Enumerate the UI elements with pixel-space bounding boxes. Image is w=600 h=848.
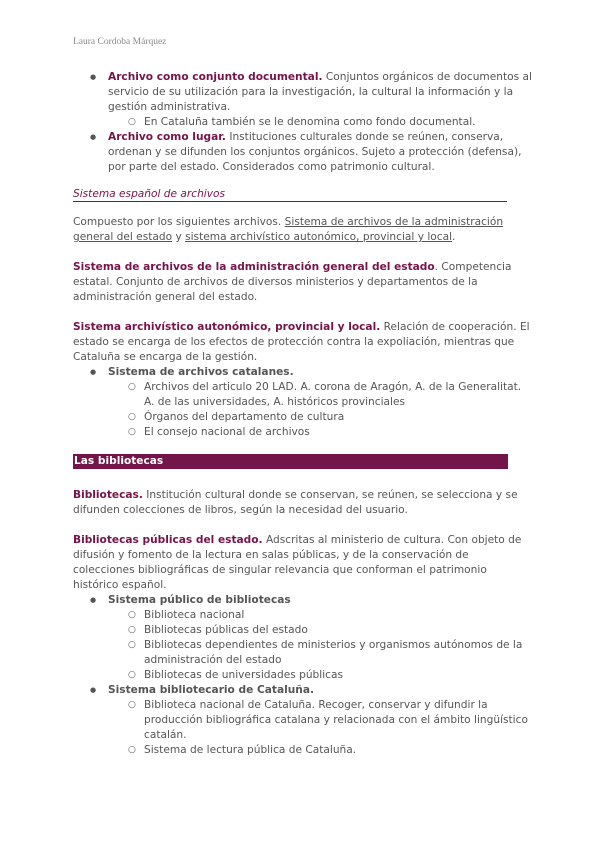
term: Bibliotecas. <box>73 489 143 501</box>
definition: Conjuntos orgánicos de documentos al servicio de su utilización para la investigación, la cultural la información y la gestión administrativa. <box>108 71 532 113</box>
sub-item-text: Biblioteca nacional <box>144 609 245 621</box>
term: Archivo como conjunto documental. <box>108 71 323 83</box>
list-item <box>73 380 533 410</box>
list-item <box>73 593 533 608</box>
list-heading: Sistema de archivos catalanes. <box>108 366 294 378</box>
sub-item-text: Bibliotecas de universidades públicas <box>144 669 343 681</box>
paragraph-autonomico <box>73 320 533 365</box>
paragraph-bibliotecas-publicas <box>73 533 533 593</box>
archivos-catalanes-list <box>73 365 533 440</box>
sub-item-text: Bibliotecas públicas del estado <box>144 624 308 636</box>
definition: . Competencia estatal. Conjunto de archivos de diversos ministerios y departamentos de la administración general del estado. <box>73 261 512 303</box>
sub-item-text: Biblioteca nacional de Cataluña. Recoger, conservar y difundir la producción bibliográfica catalana y relacionada con el ámbito lingüístico catalán. <box>144 699 528 741</box>
paragraph-bibliotecas <box>73 488 533 518</box>
list-item <box>73 623 533 638</box>
archivo-definitions-list <box>73 70 533 175</box>
section-heading-bibliotecas: Las bibliotecas <box>73 454 508 469</box>
list-item <box>73 668 533 683</box>
list-item <box>73 698 533 743</box>
sub-item-text: En Cataluña también se le denomina como fondo documental. <box>144 116 476 128</box>
section-heading-archivos: Sistema español de archivos <box>73 187 507 202</box>
bibliotecas-list <box>73 593 533 758</box>
list-item <box>73 638 533 668</box>
sub-item-text: Archivos del articulo 20 LAD. A. corona de Aragón, A. de la Generalitat. A. de las universidades, A. históricos provinciales <box>144 381 522 408</box>
term: Bibliotecas públicas del estado. <box>73 534 263 546</box>
list-item <box>73 743 533 758</box>
list-heading: Sistema bibliotecario de Cataluña. <box>108 684 315 696</box>
list-item <box>73 410 533 425</box>
list-item <box>73 608 533 623</box>
list-item <box>73 70 533 115</box>
sub-item-text: Sistema de lectura pública de Cataluña. <box>144 744 357 756</box>
list-item <box>73 683 533 698</box>
definition: Relación de cooperación. El estado se encarga de los efectos de protección contra la expoliación, mientras que Cataluña se encarga de la gestión. <box>73 321 530 363</box>
sub-item-text: Órganos del departamento de cultura <box>144 411 345 423</box>
paragraph-age <box>73 260 533 305</box>
term: Sistema archivístico autonómico, provincial y local. <box>73 321 381 333</box>
sub-item-text: Bibliotecas dependientes de ministerios y organismos autónomos de la administración del estado <box>144 639 523 666</box>
text-fragment: y <box>172 231 186 243</box>
document-body <box>73 70 533 758</box>
page-header-author: Laura Cordoba Márquez <box>73 37 167 47</box>
list-item <box>73 115 533 130</box>
list-heading: Sistema público de bibliotecas <box>108 594 291 606</box>
list-item <box>73 365 533 380</box>
text-fragment: Compuesto por los siguientes archivos. <box>73 216 285 228</box>
definition: Institución cultural donde se conservan, se reúnen, se selecciona y se difunden colecciones de libros, según la necesidad del usuario. <box>73 489 518 516</box>
text-fragment: . <box>452 231 456 243</box>
paragraph-intro <box>73 215 533 245</box>
sub-item-text: El consejo nacional de archivos <box>144 426 310 438</box>
term: Sistema de archivos de la administración general del estado <box>73 261 435 273</box>
list-item <box>73 130 533 175</box>
definition: Instituciones culturales donde se reúnen, conserva, ordenan y se difunden los conjuntos orgánicos. Sujeto a protección (defensa), por parte del estado. Considerados como patrimonio cultural. <box>108 131 522 173</box>
list-item <box>73 425 533 440</box>
link-sistema-autonomico[interactable]: sistema archivístico autonómico, provincial y local <box>185 231 453 243</box>
term: Archivo como lugar. <box>108 131 226 143</box>
definition: Adscritas al ministerio de cultura. Con objeto de difusión y fomento de la lectura en salas públicas, y de la conservación de colecciones bibliográficas de singular relevancia que conforman el patrimonio histórico español. <box>73 534 522 591</box>
link-sistema-age[interactable]: Sistema de archivos de la administración general del estado <box>73 216 504 243</box>
